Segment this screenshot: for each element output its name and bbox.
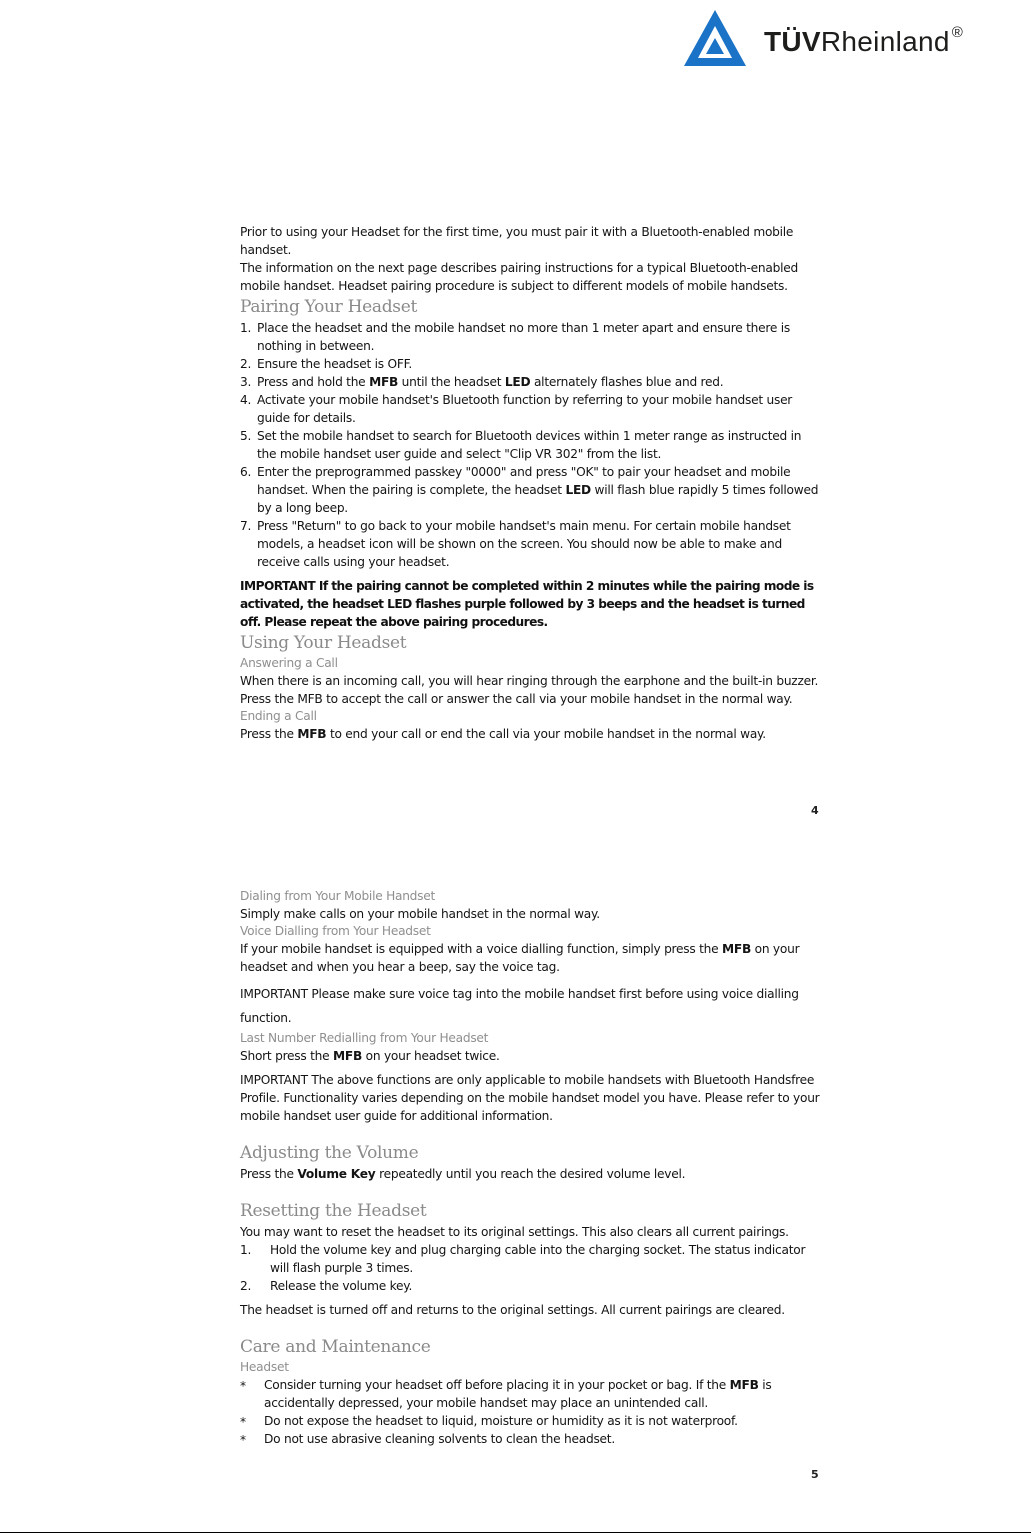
tuv-rheinland-logo	[682, 6, 1012, 70]
subheading-ending: Ending a Call	[240, 709, 317, 723]
list-item: 3. Press and hold the MFB until the headset LED alternately flashes blue and red.	[240, 375, 724, 389]
manual-page-4	[240, 223, 824, 743]
ending-text: Press the MFB to end your call or end the call via your mobile handset in the normal way.	[240, 727, 766, 741]
list-item: 1. Hold the volume key and plug charging cable into the charging socket. The status indicator will flash purple 3 times.	[240, 1243, 806, 1275]
volume-text: Press the Volume Key repeatedly until you reach the desired volume level.	[240, 1167, 686, 1181]
list-item: 5. Set the mobile handset to search for Bluetooth devices within 1 meter range as instructed in the mobile handset user guide and select "Clip VR 302" from the list.	[240, 429, 802, 461]
heading-pairing: Pairing Your Headset	[240, 297, 418, 317]
reset-intro: You may want to reset the headset to its original settings. This also clears all current pairings.	[240, 1225, 789, 1239]
list-item: 7. Press "Return" to go back to your mobile handset's main menu. For certain mobile handset models, a headset icon will be shown on the screen. You should now be able to make and receive calls using your headset.	[240, 519, 791, 569]
triangle-logo-icon	[682, 8, 748, 68]
bottom-rule	[0, 1532, 1031, 1533]
list-item: 4. Activate your mobile handset's Bluetooth function by referring to your mobile handset user guide for details.	[240, 393, 793, 425]
intro-paragraph-1: Prior to using your Headset for the first time, you must pair it with a Bluetooth-enabled mobile handset.	[240, 225, 794, 257]
list-item: 6. Enter the preprogrammed passkey "0000" and press "OK" to pair your headset and mobile handset. When the pairing is complete, the headset LED will flash blue rapidly 5 times followed by a long beep.	[240, 465, 819, 515]
redial-text: Short press the MFB on your headset twice.	[240, 1049, 500, 1063]
list-item: 2. Release the volume key.	[240, 1279, 413, 1293]
reset-outro: The headset is turned off and returns to the original settings. All current pairings are cleared.	[240, 1303, 785, 1317]
answering-text: When there is an incoming call, you will hear ringing through the earphone and the built-in buzzer. Press the MFB to accept the call or answer the call via your mobile handset in the normal way.	[240, 674, 819, 706]
intro-paragraph-2: The information on the next page describes pairing instructions for a typical Bluetooth-enabled mobile handset. Headset pairing procedure is subject to different models of mobile handsets.	[240, 261, 798, 293]
list-item: 2. Ensure the headset is OFF.	[240, 357, 413, 371]
page-number-5: 5	[811, 1468, 819, 1481]
heading-reset: Resetting the Headset	[240, 1201, 427, 1221]
heading-volume: Adjusting the Volume	[240, 1143, 419, 1163]
list-item: 1. Place the headset and the mobile handset no more than 1 meter apart and ensure there is nothing in between.	[240, 321, 791, 353]
subheading-voice-dialling: Voice Dialling from Your Headset	[240, 924, 431, 938]
list-item: * Consider turning your headset off before placing it in your pocket or bag. If the MFB is accidentally depressed, your mobile handset may place an unintended call.	[240, 1378, 772, 1410]
care-list	[240, 1376, 824, 1448]
list-item: * Do not use abrasive cleaning solvents to clean the headset.	[240, 1432, 615, 1447]
page-number-4: 4	[811, 804, 819, 817]
subheading-answering: Answering a Call	[240, 656, 338, 670]
heading-using: Using Your Headset	[240, 633, 407, 653]
important-note-pairing: IMPORTANT If the pairing cannot be completed within 2 minutes while the pairing mode is activated, the headset LED flashes purple followed by 3 beeps and the headset is turned off. Please repeat the above pairing procedures.	[240, 579, 814, 629]
subheading-headset: Headset	[240, 1360, 289, 1374]
brand-name: TÜVRheinland ®	[764, 24, 964, 57]
subheading-redial: Last Number Redialling from Your Headset	[240, 1031, 489, 1045]
list-item: * Do not expose the headset to liquid, moisture or humidity as it is not waterproof.	[240, 1414, 738, 1429]
dialing-text: Simply make calls on your mobile handset in the normal way.	[240, 907, 600, 921]
important-note-functions: IMPORTANT The above functions are only applicable to mobile handsets with Bluetooth Handsfree Profile. Functionality varies depending on the mobile handset model you have. Please refer to your mobile handset user guide for additional information.	[240, 1073, 820, 1123]
important-note-voice: IMPORTANT Please make sure voice tag into the mobile handset first before using voice dialling function.	[240, 987, 799, 1025]
heading-care: Care and Maintenance	[240, 1337, 431, 1357]
subheading-dialing: Dialing from Your Mobile Handset	[240, 889, 436, 903]
pairing-steps	[240, 319, 824, 571]
voice-dialling-text: If your mobile handset is equipped with a voice dialling function, simply press the MFB on your headset and when you hear a beep, say the voice tag.	[240, 942, 800, 974]
manual-page-5	[240, 888, 824, 1448]
reset-steps	[240, 1241, 824, 1295]
